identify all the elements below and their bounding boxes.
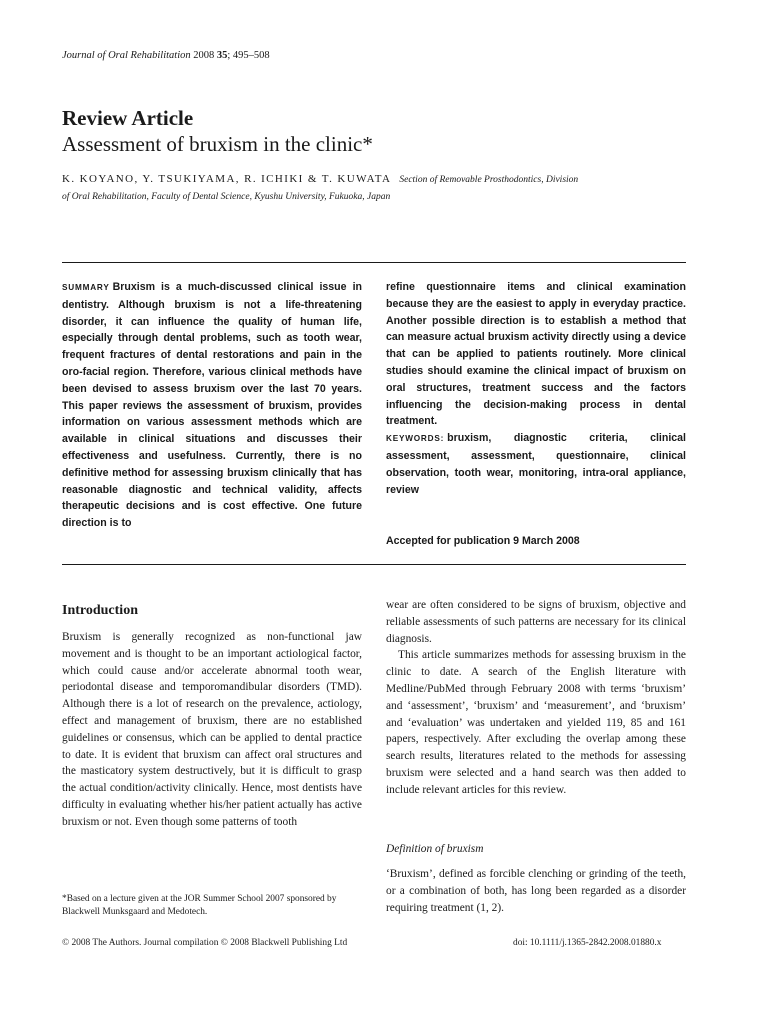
abstract-left-column: [62, 279, 362, 532]
authors: K. KOYANO, Y. TSUKIYAMA, R. ICHIKI & T. KUWATA: [62, 173, 392, 185]
body-left-column: [62, 629, 362, 831]
abstract-right-column: [386, 279, 686, 498]
intro-paragraph-2: This article summarizes methods for assessing bruxism in the clinic to date. A search of the English literature with Medline/PubMed through February 2008 with terms ‘bruxism’ and ‘assessment’, ‘bruxism’ and ‘measurement’, and ‘bruxism’ and ‘evaluation’ was undertaken and yielded 119, 85 and 161 papers, respectively. After excluding the overlap among these search results, literatures related to the methods for assessing bruxism were selected and a hand search was then added to include relevant articles for this review.: [386, 649, 686, 796]
keywords-text: bruxism, diagnostic criteria, clinical assessment, assessment, questionnaire, clinical observation, tooth wear, monitoring, intra-oral appliance, review: [386, 432, 686, 496]
summary-text-right: refine questionnaire items and clinical examination because they are the easiest to apply in everyday practice. Another possible direction is to establish a method that can measure actual bruxism activity directly using a device that can be applied to patients routinely. More clinical studies should examine the clinical impact of bruxism on oral structures, treatment success and the factors influencing the decision-making process in dental treatment.: [386, 281, 686, 428]
doi: doi: 10.1111/j.1365-2842.2008.01880.x: [513, 938, 662, 948]
definition-heading: Definition of bruxism: [386, 843, 484, 855]
keywords-block: [386, 430, 686, 498]
intro-paragraph-1: Bruxism is generally recognized as non-functional jaw movement and is thought to be an important actiological factor, which could cause and/or accelerate abnormal tooth wear, periodontal disease and temporomandibular disorders (TMD). Although there is a lot of research on the prevalence, actiology, effect and management of bruxism, there are no established guidelines or consensus, which can be applied to dental practice to date. It is evident that bruxism can affect oral structures and the masticatory system destructively, but it is difficult to grasp the actual condition/activity clinically. Hence, most dentists have difficulty in evaluating whether his/her patient actually has active bruxism or not. Even though some patterns of tooth: [62, 631, 362, 828]
top-rule: [62, 262, 686, 263]
definition-paragraph: ‘Bruxism’, defined as forcible clenching or grinding of the teeth, or a combination of both, has long been regarded as a disorder requiring treatment (1, 2).: [386, 868, 686, 914]
body-right-column: [386, 597, 686, 799]
authors-line: [62, 173, 712, 185]
journal-name: Journal of Oral Rehabilitation: [62, 50, 191, 61]
intro-paragraph-1-continued: wear are often considered to be signs of bruxism, objective and reliable assessments of such patterns are necessary for its clinical diagnosis.: [386, 599, 686, 645]
keywords-label: KEYWORDS:: [386, 434, 445, 444]
journal-volume: 35: [216, 50, 228, 61]
footnote: *Based on a lecture given at the JOR Summer School 2007 sponsored by Blackwell Munksgaard and Medotech.: [62, 894, 337, 917]
article-title: Assessment of bruxism in the clinic*: [62, 132, 373, 156]
affiliation-part1: Section of Removable Prosthodontics, Division: [399, 175, 579, 185]
journal-citation: [62, 50, 270, 61]
affiliation-part2: of Oral Rehabilitation, Faculty of Dental Science, Kyushu University, Fukuoka, Japan: [62, 192, 391, 202]
accepted-date: Accepted for publication 9 March 2008: [386, 535, 580, 547]
introduction-heading: Introduction: [62, 603, 138, 618]
summary-text-left: Bruxism is a much-discussed clinical issue in dentistry. Although bruxism is not a life-threatening disorder, it can influence the quality of human life, especially through dental problems, such as tooth wear, frequent fractures of dental restorations and pain in the oro-facial region. Therefore, various clinical methods have been devised to assess bruxism over the last 70 years. This paper reviews the assessment of bruxism, provides information on various assessment methods which are available in clinical situations and discusses their effectiveness and usefulness. Currently, there is no definitive method for assessing bruxism clinically that has reasonable diagnostic and technical validity, affects therapeutic decisions and is cost effective. One future direction is to: [62, 281, 362, 530]
journal-year: 2008: [193, 50, 215, 61]
definition-column: [386, 866, 686, 916]
journal-pages: ; 495–508: [227, 50, 270, 61]
copyright-notice: © 2008 The Authors. Journal compilation © 2008 Blackwell Publishing Ltd: [62, 938, 348, 948]
bottom-rule: [62, 564, 686, 565]
article-type: Review Article: [62, 106, 194, 130]
summary-label: SUMMARY: [62, 283, 110, 292]
